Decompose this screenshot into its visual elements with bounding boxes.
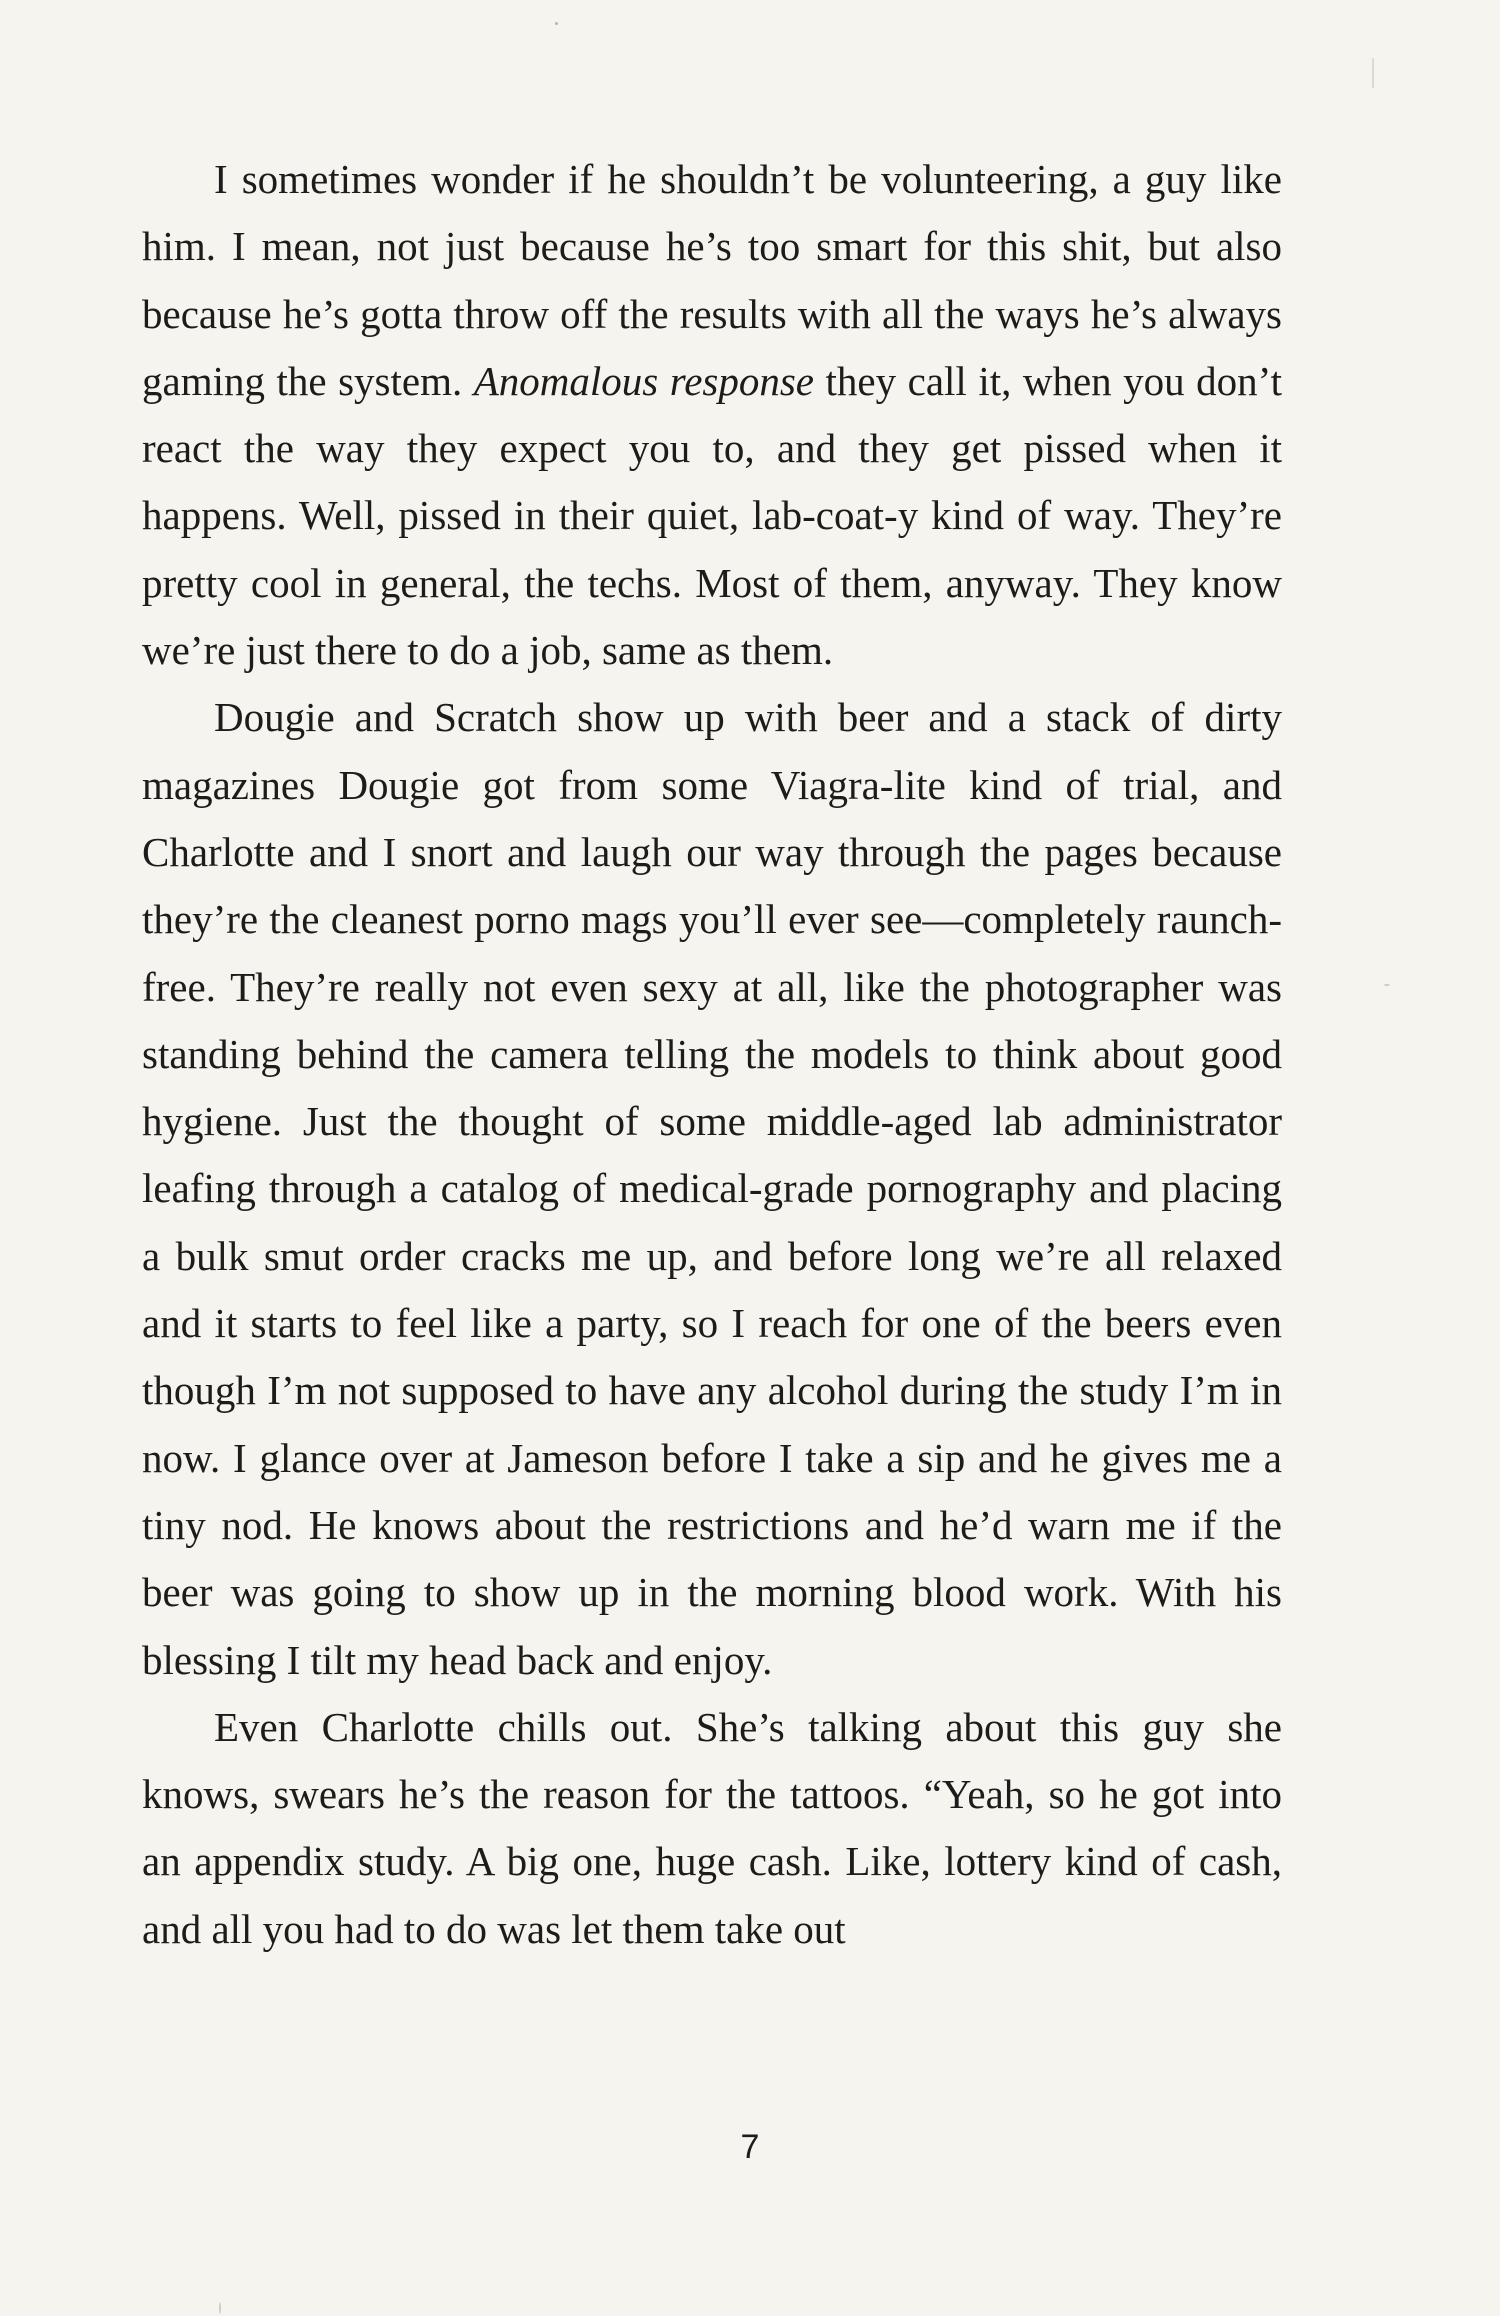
body-text [142, 146, 1282, 1963]
paragraph-2: Dougie and Scratch show up with beer and a stack of dirty magazines Dougie got from some Viagra-lite kind of trial, and Charlotte and I snort and laugh our way through the pages because they’re the cleanest porno mags you’ll ever see—completely raunch-free. They’re really not even sexy at all, like the photographer was standing behind the camera telling the models to think about good hygiene. Just the thought of some middle-aged lab administrator leafing through a catalog of medical-grade pornography and placing a bulk smut order cracks me up, and before long we’re all relaxed and it starts to feel like a party, so I reach for one of the beers even though I’m not supposed to have any alcohol during the study I’m in now. I glance over at Jameson before I take a sip and he gives me a tiny nod. He knows about the restrictions and he’d warn me if the beer was going to show up in the morning blood work. With his blessing I tilt my head back and enjoy. [142, 694, 1282, 1683]
paragraph-1-italic-phrase: Anomalous response [473, 357, 815, 404]
paragraph-1-text-start: I sometimes wonder if he shouldn’t be volunteering, a guy like him. I mean, not just because he’s too smart for this shit, but also because he’s gotta throw off the results with all the ways he’s always gaming the system. [142, 156, 1282, 404]
paper-speck [555, 22, 558, 25]
paper-speck [1372, 58, 1374, 88]
paragraph-1 [142, 146, 1282, 684]
paragraph-1-text-end: they call it, when you don’t react the way they expect you to, and they get pissed when it happens. Well, pissed in their quiet, lab-coat-y kind of way. They’re pretty cool in general, the techs. Most of them, anyway. They know we’re just there to do a job, same as them. [142, 357, 1282, 674]
paper-speck [1384, 984, 1390, 986]
paper-speck [219, 2302, 221, 2314]
paragraph-3: Even Charlotte chills out. She’s talking about this guy she knows, swears he’s the reason for the tattoos. “Yeah, so he got into an appendix study. A big one, huge cash. Like, lottery kind of cash, and all you had to do was let them take out [142, 1703, 1282, 1952]
page-number: 7 [740, 2128, 760, 2166]
